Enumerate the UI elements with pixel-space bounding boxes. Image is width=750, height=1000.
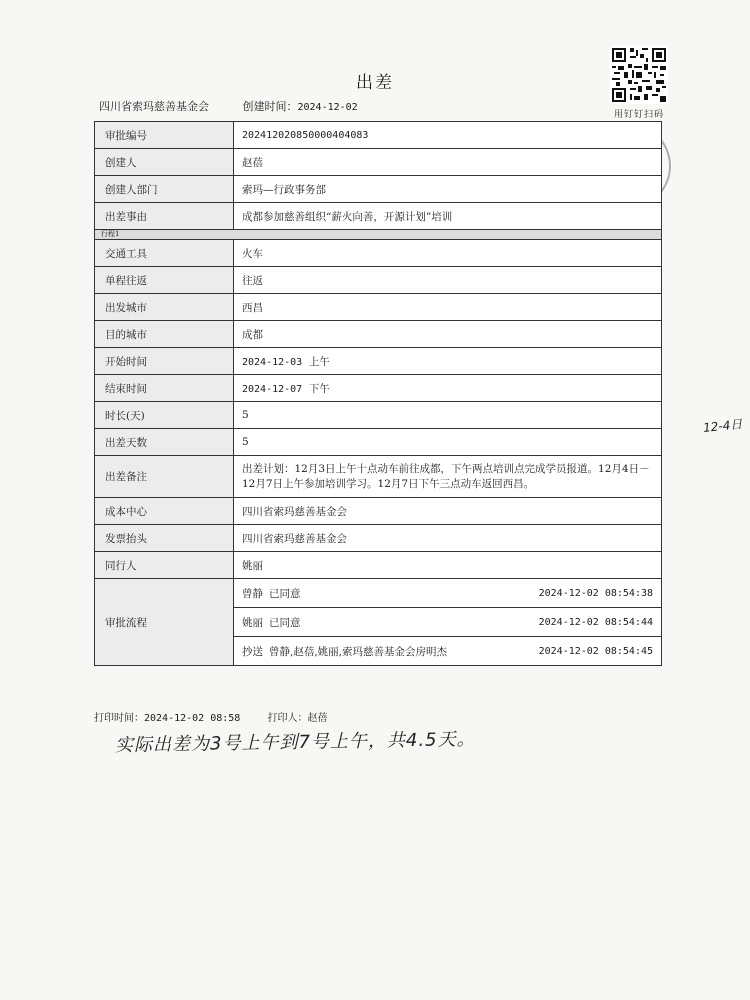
row-approval-flow bbox=[95, 579, 662, 666]
qr-code-icon bbox=[610, 46, 668, 104]
printer-label: 打印人： bbox=[267, 713, 308, 724]
round-trip-value: 往返 bbox=[234, 267, 662, 294]
print-time-value: 2024-12-02 08:58 bbox=[144, 713, 241, 724]
reason-value: 成都参加慈善组织“薪火向善，开源计划”培训 bbox=[234, 203, 662, 230]
approval-step-time: 2024-12-02 08:54:38 bbox=[538, 587, 653, 599]
row-start-time bbox=[95, 348, 662, 375]
approval-step-who bbox=[242, 586, 301, 601]
approval-step-status: 已同意 bbox=[269, 587, 301, 600]
approval-step bbox=[234, 608, 661, 637]
approval-no-label: 审批编号 bbox=[95, 122, 234, 149]
approval-step bbox=[234, 579, 661, 608]
start-time-label: 开始时间 bbox=[95, 348, 234, 375]
to-city-value: 成都 bbox=[234, 321, 662, 348]
end-time-label: 结束时间 bbox=[95, 375, 234, 402]
created-label: 创建时间： bbox=[242, 100, 298, 113]
approval-step-time: 2024-12-02 08:54:45 bbox=[538, 645, 653, 657]
printer-value: 赵蓓 bbox=[307, 713, 328, 724]
creator-value: 赵蓓 bbox=[234, 149, 662, 176]
approval-step-time: 2024-12-02 08:54:44 bbox=[538, 616, 653, 628]
qr-caption: 用钉钉扫码 bbox=[613, 110, 664, 120]
approval-flow-label: 审批流程 bbox=[95, 579, 234, 666]
row-round-trip bbox=[95, 267, 662, 294]
row-invoice-title bbox=[95, 525, 662, 552]
creator-label: 创建人 bbox=[95, 149, 234, 176]
start-date: 2024-12-03 bbox=[242, 356, 303, 368]
row-end-time bbox=[95, 375, 662, 402]
row-creator bbox=[95, 149, 662, 176]
companion-value: 姚丽 bbox=[234, 552, 662, 579]
organization-name: 四川省索玛慈善基金会 bbox=[99, 100, 209, 113]
row-remarks bbox=[95, 456, 662, 498]
approval-step-status: 曾静,赵蓓,姚丽,索玛慈善基金会房明杰 bbox=[269, 645, 448, 658]
end-time-value bbox=[234, 375, 662, 402]
section-label: 行程1 bbox=[95, 230, 662, 240]
cost-center-value: 四川省索玛慈善基金会 bbox=[234, 498, 662, 525]
remarks-label: 出差备注 bbox=[95, 456, 234, 498]
approval-step-name: 姚丽 bbox=[242, 616, 263, 629]
invoice-title-label: 发票抬头 bbox=[95, 525, 234, 552]
travel-form-table bbox=[94, 121, 662, 666]
approval-step-who bbox=[242, 644, 447, 659]
row-duration bbox=[95, 402, 662, 429]
approval-no-value: 202412020850000404083 bbox=[234, 122, 662, 149]
approval-step-who bbox=[242, 615, 301, 630]
remarks-value: 出差计划：12月3日上午十点动车前往成都，下午两点培训点完成学员报道。12月4日－12月7日上午参加培训学习。12月7日下午三点动车返回西昌。 bbox=[234, 456, 662, 498]
section-trip-header bbox=[95, 230, 662, 240]
approval-step-status: 已同意 bbox=[269, 616, 301, 629]
approval-step-name: 曾静 bbox=[242, 587, 263, 600]
end-period: 下午 bbox=[308, 382, 330, 395]
print-time-label: 打印时间： bbox=[94, 713, 144, 724]
row-approval-no bbox=[95, 122, 662, 149]
handwritten-note: 实际出差为3号上午到7号上午，共4.5天。 bbox=[114, 728, 476, 757]
duration-label: 时长(天) bbox=[95, 402, 234, 429]
row-transport bbox=[95, 240, 662, 267]
creator-dept-value: 索玛—行政事务部 bbox=[234, 176, 662, 203]
creator-dept-label: 创建人部门 bbox=[95, 176, 234, 203]
created-time-value: 2024-12-02 bbox=[297, 102, 358, 113]
row-reason bbox=[95, 203, 662, 230]
qr-code bbox=[606, 46, 672, 120]
start-period: 上午 bbox=[308, 355, 330, 368]
from-city-label: 出发城市 bbox=[95, 294, 234, 321]
reason-label: 出差事由 bbox=[95, 203, 234, 230]
days-label: 出差天数 bbox=[95, 429, 234, 456]
end-date: 2024-12-07 bbox=[242, 383, 303, 395]
round-trip-label: 单程往返 bbox=[95, 267, 234, 294]
row-days bbox=[95, 429, 662, 456]
row-to-city bbox=[95, 321, 662, 348]
transport-value: 火车 bbox=[234, 240, 662, 267]
cost-center-label: 成本中心 bbox=[95, 498, 234, 525]
print-info bbox=[94, 709, 328, 724]
companion-label: 同行人 bbox=[95, 552, 234, 579]
row-companion bbox=[95, 552, 662, 579]
page-title: 出差 bbox=[356, 73, 394, 93]
row-creator-dept bbox=[95, 176, 662, 203]
to-city-label: 目的城市 bbox=[95, 321, 234, 348]
margin-note: 12-4日 bbox=[702, 416, 743, 436]
approval-step bbox=[234, 637, 661, 665]
org-line bbox=[99, 98, 358, 114]
duration-value: 5 bbox=[234, 402, 662, 429]
from-city-value: 西昌 bbox=[234, 294, 662, 321]
printer-info bbox=[268, 713, 328, 724]
row-cost-center bbox=[95, 498, 662, 525]
created-time bbox=[243, 100, 358, 113]
days-value: 5 bbox=[234, 429, 662, 456]
approval-step-name: 抄送 bbox=[242, 645, 263, 658]
row-from-city bbox=[95, 294, 662, 321]
approval-flow-steps bbox=[234, 579, 662, 666]
start-time-value bbox=[234, 348, 662, 375]
transport-label: 交通工具 bbox=[95, 240, 234, 267]
invoice-title-value: 四川省索玛慈善基金会 bbox=[234, 525, 662, 552]
